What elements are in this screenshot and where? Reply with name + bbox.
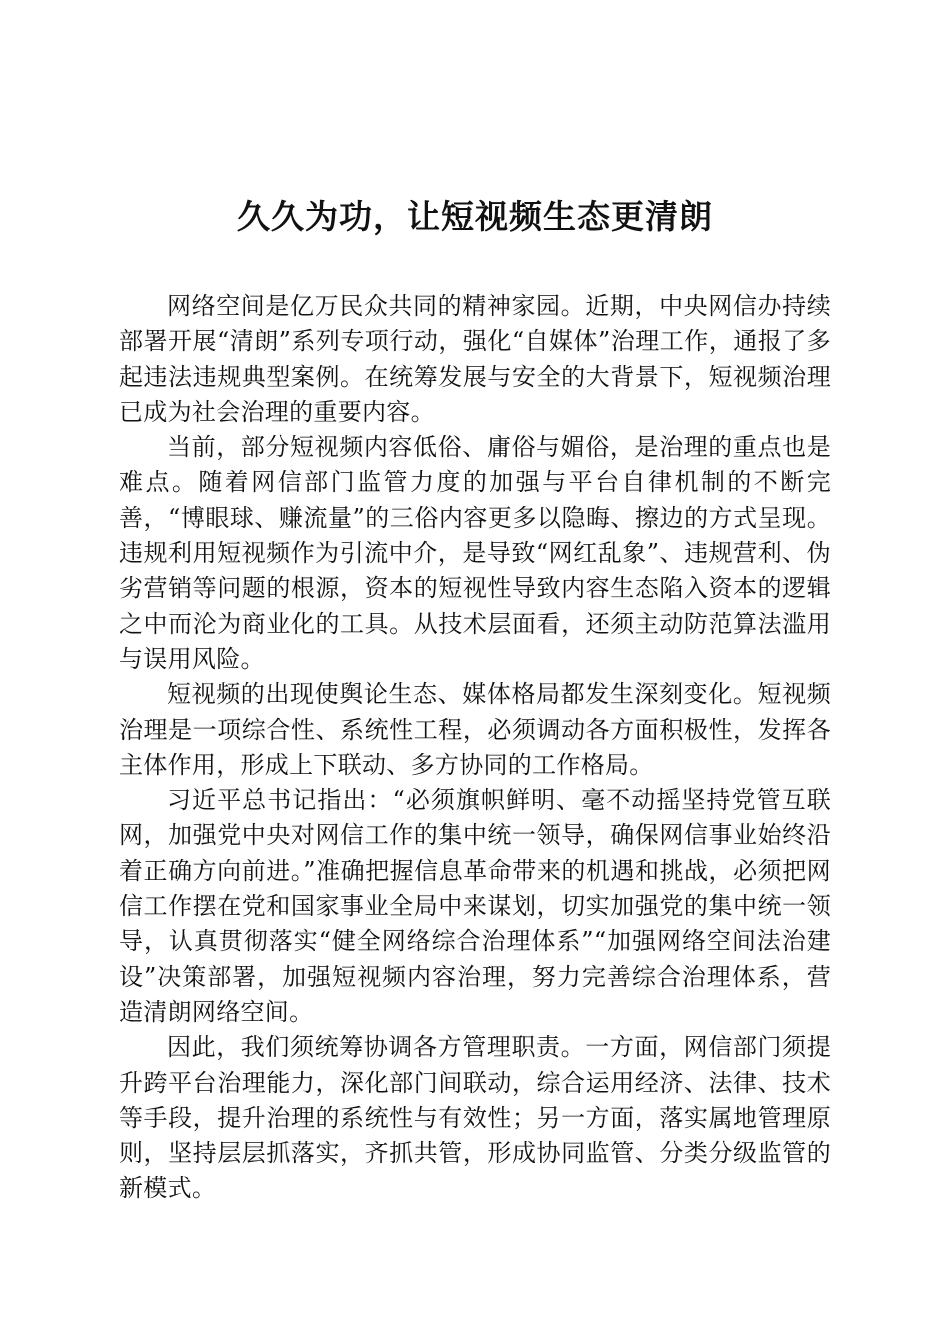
- document-body: [119, 289, 831, 1207]
- document-title: 久久为功，让短视频生态更清朗: [237, 197, 713, 236]
- paragraph-2: 当前，部分短视频内容低俗、庸俗与媚俗，是治理的重点也是难点。随着网信部门监管力度的加强与平台自律机制的不断完善，“博眼球、赚流量”的三俗内容更多以隐晦、擦边的方式呈现。违规利用短视频作为引流中介，是导致“网红乱象”、违规营利、伪劣营销等问题的根源，资本的短视性导致内容生态陷入资本的逻辑之中而沦为商业化的工具。从技术层面看，还须主动防范算法滥用与误用风险。: [119, 433, 831, 673]
- paragraph-5: 因此，我们须统筹协调各方管理职责。一方面，网信部门须提升跨平台治理能力，深化部门间联动，综合运用经济、法律、技术等手段，提升治理的系统性与有效性；另一方面，落实属地管理原则，坚持层层抓落实，齐抓共管，形成协同监管、分类分级监管的新模式。: [119, 1033, 831, 1203]
- paragraph-3: 短视频的出现使舆论生态、媒体格局都发生深刻变化。短视频治理是一项综合性、系统性工程，必须调动各方面积极性，发挥各主体作用，形成上下联动、多方协同的工作格局。: [119, 680, 831, 779]
- paragraph-1: 网络空间是亿万民众共同的精神家园。近期，中央网信办持续部署开展“清朗”系列专项行动，强化“自媒体”治理工作，通报了多起违法违规典型案例。在统筹发展与安全的大背景下，短视频治理已成为社会治理的重要内容。: [119, 292, 831, 426]
- paragraph-4: 习近平总书记指出：“必须旗帜鲜明、毫不动摇坚持党管互联网，加强党中央对网信工作的集中统一领导，确保网信事业始终沿着正确方向前进。”准确把握信息革命带来的机遇和挑战，必须把网信工作摆在党和国家事业全局中来谋划，切实加强党的集中统一领导，认真贯彻落实“健全网络综合治理体系”“加强网络空间法治建设”决策部署，加强短视频内容治理，努力完善综合治理体系，营造清朗网络空间。: [119, 786, 831, 1026]
